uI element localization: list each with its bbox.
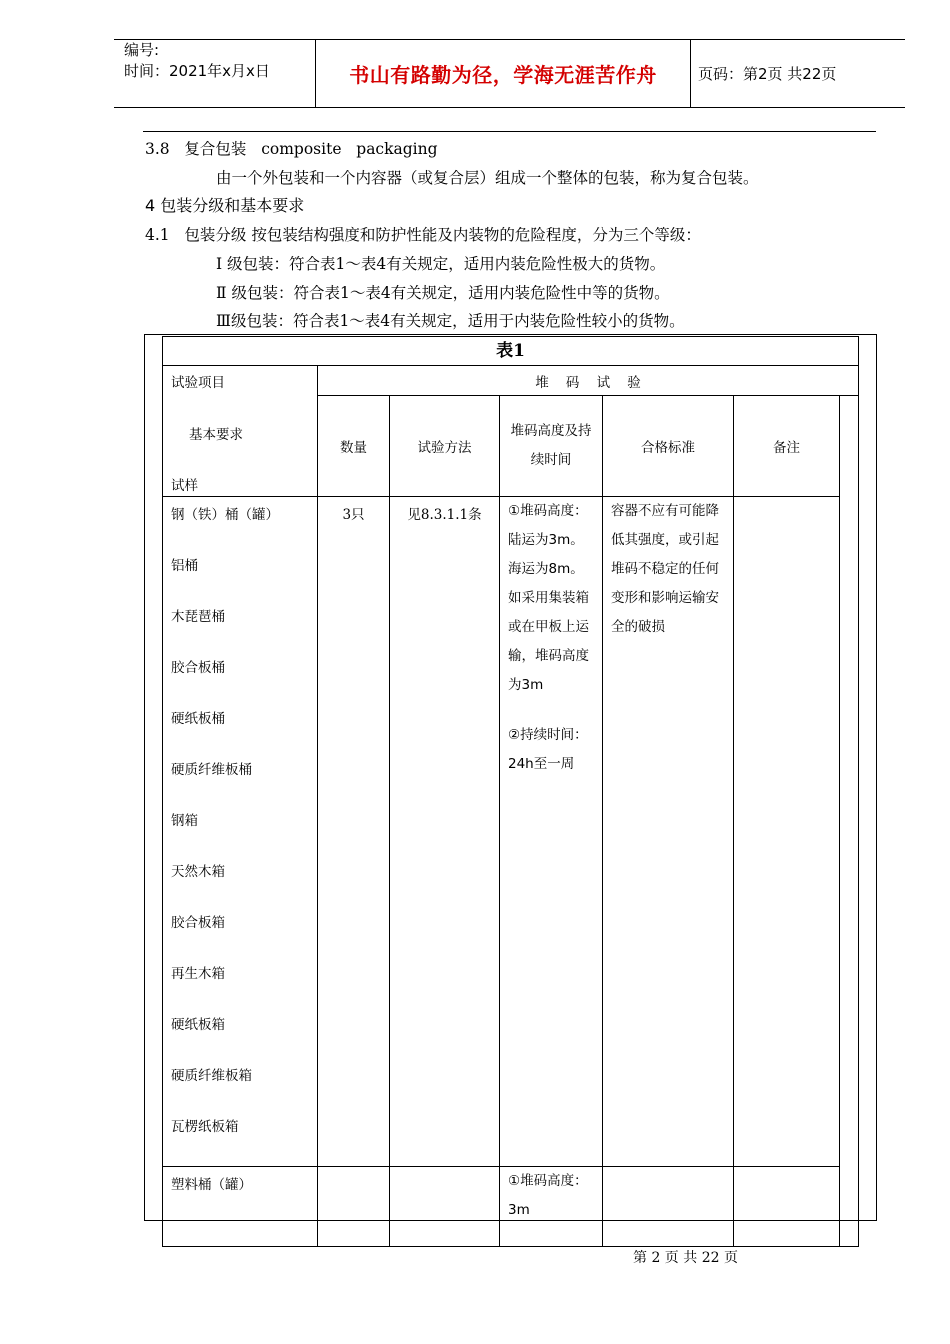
row1-height-text-1: ①堆码高度：陆运为3m。海运为8m。如采用集装箱或在甲板上运输，堆码高度为3m <box>508 503 589 693</box>
header-page-info: 页码：第2页 共22页 <box>698 65 837 83</box>
row2-remark <box>734 1167 840 1247</box>
row1-height-cell <box>500 497 603 1167</box>
col-remark: 备注 <box>734 396 840 497</box>
row1-method: 见8.3.1.1条 <box>390 497 500 1167</box>
table-1 <box>162 336 859 1247</box>
sample-item: 木琵琶桶 <box>171 609 225 625</box>
table-edge-cell <box>840 497 859 1167</box>
test-item-label <box>163 366 318 396</box>
section-rule <box>143 131 876 132</box>
section-3-8-text: 由一个外包装和一个内容器（或复合层）组成一个整体的包装，称为复合包装。 <box>216 169 759 187</box>
table-title: 表1 <box>163 337 859 366</box>
level-2-text: Ⅱ 级包装：符合表1～表4有关规定，适用内装危险性中等的货物。 <box>216 284 670 302</box>
section-3-8-heading: 3.8 复合包装 composite packaging <box>145 140 438 158</box>
section-4-1-text: 4.1 包装分级 按包装结构强度和防护性能及内装物的危险程度，分为三个等级： <box>145 226 701 244</box>
basic-req-cell <box>163 396 318 497</box>
time-label: 时间：2021年x月x日 <box>124 62 270 80</box>
sample-item: 钢箱 <box>171 813 198 829</box>
test-item-text: 试验项目 <box>171 374 225 391</box>
sample-item: 天然木箱 <box>171 864 225 880</box>
sample-item: 硬质纤维板桶 <box>171 762 252 778</box>
row1-quantity: 3只 <box>318 497 390 1167</box>
table-frame-right <box>876 334 877 1221</box>
sample-item: 硬质纤维板箱 <box>171 1068 252 1084</box>
sample-item: 再生木箱 <box>171 966 225 982</box>
section-4-heading: 4 包装分级和基本要求 <box>145 196 305 215</box>
sample-item: 瓦楞纸板箱 <box>171 1119 239 1135</box>
col-height: 堆码高度及持续时间 <box>500 396 603 497</box>
header-divider-2 <box>690 39 691 108</box>
footer-page-number: 第 2 页 共 22 页 <box>633 1250 738 1266</box>
row2-height: ①堆码高度：3m <box>500 1167 603 1247</box>
sample-item: 硬纸板箱 <box>171 1017 225 1033</box>
table-frame-top <box>144 334 877 335</box>
stacking-test-header: 堆 码 试 验 <box>318 366 859 396</box>
row2-quantity <box>318 1167 390 1247</box>
row1-height-text-2: ②持续时间：24h至一周 <box>508 727 588 772</box>
table-edge-cell <box>840 396 859 497</box>
table-edge-cell <box>840 1167 859 1247</box>
sample-item: 铝桶 <box>171 558 198 574</box>
row1-standard: 容器不应有可能降低其强度，或引起堆码不稳定的任何变形和影响运输安全的破损 <box>603 497 734 1167</box>
row2-method <box>390 1167 500 1247</box>
basic-req-label: 基本要求 <box>189 426 243 443</box>
col-standard: 合格标准 <box>603 396 734 497</box>
level-1-text: Ⅰ 级包装：符合表1～表4有关规定，适用内装危险性极大的货物。 <box>216 255 666 273</box>
header-meta <box>124 40 270 82</box>
row1-remark <box>734 497 840 1167</box>
header-motto: 书山有路勤为径，学海无涯苦作舟 <box>349 63 657 87</box>
table-frame-left <box>144 334 145 1221</box>
sample-item: 胶合板桶 <box>171 660 225 676</box>
col-method: 试验方法 <box>390 396 500 497</box>
row2-standard <box>603 1167 734 1247</box>
row1-samples <box>163 497 318 1167</box>
sample-item: 硬纸板桶 <box>171 711 225 727</box>
serial-label: 编号: <box>124 41 160 59</box>
sample-item: 钢（铁）桶（罐） <box>171 507 279 523</box>
row2-sample: 塑料桶（罐） <box>163 1167 318 1247</box>
sample-label: 试样 <box>171 477 198 494</box>
sample-item: 胶合板箱 <box>171 915 225 931</box>
header-bottom-line <box>114 107 905 108</box>
col-quantity: 数量 <box>318 396 390 497</box>
level-3-text: Ⅲ级包装：符合表1～表4有关规定，适用于内装危险性较小的货物。 <box>216 312 685 330</box>
